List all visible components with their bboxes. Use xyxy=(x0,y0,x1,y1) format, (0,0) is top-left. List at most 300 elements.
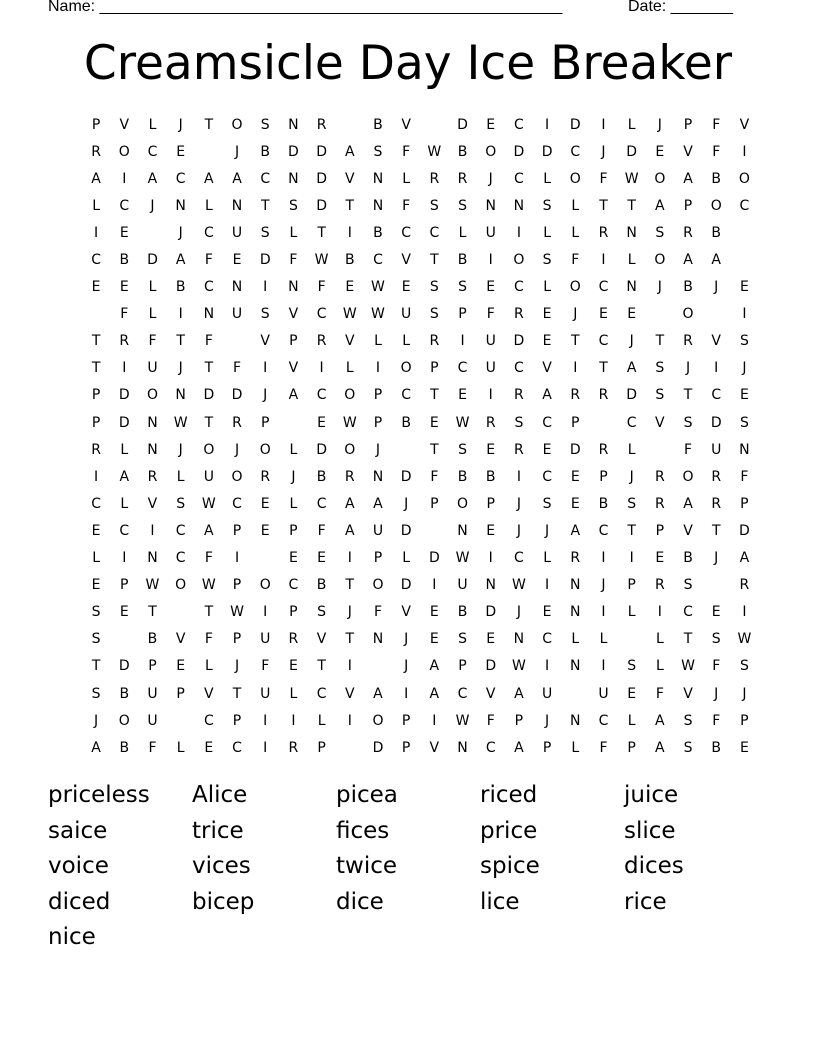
grid-letter: C xyxy=(175,550,186,567)
grid-letter: R xyxy=(514,306,524,323)
grid-letter: I xyxy=(150,522,155,539)
grid-letter: P xyxy=(232,712,242,729)
grid-letter: B xyxy=(119,739,130,756)
page-title: Creamsicle Day Ice Breaker xyxy=(83,36,733,91)
grid-letter: L xyxy=(402,333,411,350)
grid-letter: S xyxy=(514,414,524,431)
grid-letter: L xyxy=(571,197,580,214)
grid-letter: J xyxy=(516,495,521,512)
grid-letter: F xyxy=(599,739,608,756)
grid-letter: N xyxy=(147,441,158,458)
grid-letter xyxy=(702,306,730,322)
grid-letter: O xyxy=(569,170,581,187)
grid-letter: E xyxy=(317,414,327,431)
grid-letter: C xyxy=(598,279,609,296)
grid-letter: I xyxy=(178,306,183,323)
grid-letter: L xyxy=(204,197,213,214)
word-list-item: saice xyxy=(48,817,108,844)
grid-letter: F xyxy=(148,333,157,350)
grid-letter: I xyxy=(347,658,352,675)
word-list-item: riced xyxy=(480,782,538,808)
grid-letter: R xyxy=(429,170,440,187)
grid-letter: W xyxy=(201,495,216,512)
grid-letter: F xyxy=(317,522,326,539)
grid-letter: D xyxy=(710,414,722,431)
grid-letter: S xyxy=(683,712,693,729)
grid-letter: P xyxy=(289,604,298,621)
grid-letter: V xyxy=(119,116,130,133)
grid-letter: D xyxy=(316,441,327,458)
grid-letter: D xyxy=(118,658,130,675)
grid-letter xyxy=(364,658,392,674)
grid-letter: P xyxy=(373,550,383,567)
grid-letter: C xyxy=(175,522,186,539)
grid-letter: D xyxy=(259,252,271,269)
grid-letter: J xyxy=(375,441,381,458)
grid-letter: U xyxy=(231,224,243,241)
grid-letter: O xyxy=(400,360,412,377)
grid-letter: V xyxy=(344,170,355,187)
grid-letter: N xyxy=(626,224,637,241)
grid-letter: R xyxy=(485,414,496,431)
grid-letter xyxy=(195,144,223,160)
grid-letter: E xyxy=(119,604,129,621)
grid-letter: J xyxy=(629,333,634,350)
grid-letter xyxy=(167,713,195,729)
grid-letter: T xyxy=(91,333,101,350)
grid-letter: W xyxy=(342,414,357,431)
grid-letter: W xyxy=(681,658,695,675)
grid-letter: S xyxy=(739,414,749,431)
grid-letter: R xyxy=(570,550,581,567)
grid-letter: D xyxy=(118,414,130,431)
grid-letter: F xyxy=(261,658,270,675)
grid-letter: L xyxy=(402,170,411,187)
grid-letter: E xyxy=(711,604,721,621)
grid-row xyxy=(82,626,759,653)
grid-letter: A xyxy=(344,495,355,512)
grid-letter: V xyxy=(260,333,270,350)
grid-letter: L xyxy=(402,550,411,567)
grid-letter: L xyxy=(176,739,185,756)
grid-letter: I xyxy=(94,468,99,485)
grid-letter: V xyxy=(739,116,750,133)
grid-letter: I xyxy=(545,658,550,675)
grid-letter: V xyxy=(204,685,214,702)
grid-row xyxy=(82,301,759,328)
grid-letter: T xyxy=(430,252,439,269)
grid-letter: R xyxy=(711,495,722,512)
grid-letter: P xyxy=(289,522,298,539)
grid-letter: S xyxy=(542,252,552,269)
grid-letter: A xyxy=(147,170,158,187)
grid-letter: L xyxy=(571,224,580,241)
grid-letter: A xyxy=(739,550,750,567)
grid-letter: L xyxy=(458,224,467,241)
grid-letter: D xyxy=(485,658,497,675)
grid-letter: O xyxy=(513,252,525,269)
word-list-item: price xyxy=(480,817,538,844)
grid-letter: B xyxy=(373,116,383,133)
grid-letter: C xyxy=(598,712,609,729)
grid-letter: E xyxy=(119,224,129,241)
grid-letter: E xyxy=(232,252,242,269)
grid-letter: L xyxy=(204,658,213,675)
grid-letter: N xyxy=(231,197,243,214)
grid-letter: B xyxy=(457,143,468,160)
grid-letter: C xyxy=(542,414,552,431)
word-search-grid xyxy=(82,111,759,761)
grid-letter: O xyxy=(654,170,666,187)
grid-letter: T xyxy=(571,333,580,350)
grid-letter: C xyxy=(514,116,524,133)
grid-letter: R xyxy=(429,333,440,350)
grid-letter: J xyxy=(601,143,606,160)
grid-letter: I xyxy=(488,550,493,567)
grid-letter: V xyxy=(288,306,299,323)
grid-letter: N xyxy=(513,631,525,648)
grid-letter: S xyxy=(91,604,101,621)
grid-letter: A xyxy=(91,170,101,187)
grid-letter: W xyxy=(624,170,639,187)
grid-letter: C xyxy=(542,631,552,648)
grid-letter: F xyxy=(712,143,721,160)
grid-letter: E xyxy=(739,387,749,404)
grid-letter: C xyxy=(203,279,214,296)
grid-letter: E xyxy=(486,116,496,133)
grid-letter: L xyxy=(148,116,157,133)
grid-letter: E xyxy=(542,333,552,350)
grid-letter: I xyxy=(263,360,268,377)
grid-letter: C xyxy=(570,143,581,160)
grid-letter: F xyxy=(402,197,411,214)
grid-letter: F xyxy=(402,143,411,160)
grid-letter xyxy=(702,577,730,593)
grid-letter: S xyxy=(429,306,439,323)
grid-letter xyxy=(589,415,617,431)
grid-letter: U xyxy=(711,441,722,458)
grid-letter: J xyxy=(573,306,578,323)
grid-letter: T xyxy=(627,522,636,539)
grid-letter: A xyxy=(204,522,214,539)
grid-letter: I xyxy=(347,712,352,729)
grid-letter: A xyxy=(373,685,383,702)
grid-letter: F xyxy=(655,685,664,702)
grid-letter: U xyxy=(231,306,243,323)
grid-letter: U xyxy=(260,631,271,648)
grid-letter: B xyxy=(457,468,468,485)
grid-letter: R xyxy=(654,577,665,594)
grid-letter: C xyxy=(514,170,524,187)
grid-letter: E xyxy=(91,577,101,594)
grid-letter: O xyxy=(146,387,158,404)
word-list-item: rice xyxy=(624,888,667,915)
grid-letter: T xyxy=(317,224,326,241)
grid-letter: A xyxy=(655,712,665,729)
grid-letter: P xyxy=(542,739,552,756)
grid-letter: C xyxy=(457,360,468,377)
grid-letter: E xyxy=(486,441,496,458)
grid-letter: P xyxy=(740,495,749,512)
grid-row xyxy=(82,653,759,680)
grid-letter: P xyxy=(232,577,242,594)
word-list-item: vices xyxy=(192,853,251,880)
grid-letter: P xyxy=(373,387,383,404)
grid-letter: R xyxy=(119,333,130,350)
grid-letter: T xyxy=(91,360,101,377)
grid-letter: I xyxy=(657,604,662,621)
grid-row xyxy=(82,517,759,544)
grid-letter: D xyxy=(147,252,158,269)
grid-letter: R xyxy=(514,441,524,458)
grid-letter xyxy=(336,740,364,756)
grid-letter: N xyxy=(288,170,299,187)
grid-letter: P xyxy=(232,522,242,539)
grid-letter: C xyxy=(232,495,242,512)
grid-letter: C xyxy=(119,522,130,539)
grid-letter: J xyxy=(488,170,493,187)
grid-letter: R xyxy=(91,441,101,458)
grid-letter: D xyxy=(513,333,525,350)
grid-letter xyxy=(420,523,448,539)
grid-letter: E xyxy=(204,739,214,756)
grid-letter: C xyxy=(203,224,214,241)
grid-letter: S xyxy=(683,739,693,756)
grid-row xyxy=(82,111,759,138)
word-list-item: spice xyxy=(480,853,540,880)
grid-letter: P xyxy=(91,116,101,133)
grid-letter: N xyxy=(288,116,299,133)
grid-letter: I xyxy=(432,712,437,729)
grid-letter: D xyxy=(316,170,327,187)
grid-letter: I xyxy=(432,577,437,594)
grid-letter: T xyxy=(91,658,101,675)
grid-letter: E xyxy=(119,279,129,296)
grid-letter: A xyxy=(655,197,665,214)
grid-letter: O xyxy=(259,441,271,458)
grid-letter xyxy=(223,333,251,349)
grid-row xyxy=(82,192,759,219)
grid-letter: S xyxy=(739,333,749,350)
grid-letter: V xyxy=(344,333,355,350)
grid-letter: C xyxy=(288,577,299,594)
grid-letter: N xyxy=(175,387,186,404)
grid-letter: P xyxy=(683,197,693,214)
grid-letter: T xyxy=(627,197,636,214)
grid-letter: I xyxy=(263,739,268,756)
grid-letter: P xyxy=(627,739,636,756)
grid-letter: L xyxy=(289,495,298,512)
grid-letter: A xyxy=(542,387,552,404)
word-list-item: dices xyxy=(624,853,684,880)
word-list-item: slice xyxy=(624,817,676,844)
grid-letter: A xyxy=(683,252,693,269)
grid-letter: C xyxy=(514,279,524,296)
grid-letter: P xyxy=(373,414,383,431)
grid-letter: N xyxy=(372,468,384,485)
word-list xyxy=(48,778,788,956)
grid-letter: T xyxy=(599,197,608,214)
grid-letter: A xyxy=(204,170,214,187)
grid-letter: E xyxy=(486,631,496,648)
grid-letter: O xyxy=(175,577,187,594)
grid-letter: S xyxy=(176,495,186,512)
grid-letter: L xyxy=(627,604,636,621)
grid-letter: U xyxy=(598,685,609,702)
grid-letter: I xyxy=(375,360,381,377)
grid-letter: F xyxy=(599,170,608,187)
grid-letter: U xyxy=(401,306,412,323)
grid-letter: R xyxy=(260,468,271,485)
grid-letter: W xyxy=(371,279,385,296)
grid-letter: F xyxy=(373,604,382,621)
grid-letter xyxy=(138,225,166,241)
grid-letter: B xyxy=(119,252,130,269)
grid-letter: P xyxy=(430,495,439,512)
grid-letter: V xyxy=(542,360,552,377)
grid-letter: I xyxy=(516,224,521,241)
grid-letter: E xyxy=(486,279,496,296)
grid-letter: L xyxy=(120,495,129,512)
grid-letter: U xyxy=(457,577,468,594)
grid-letter: D xyxy=(626,387,638,404)
grid-letter: J xyxy=(629,468,634,485)
grid-letter: N xyxy=(570,712,581,729)
grid-letter: R xyxy=(316,333,327,350)
grid-letter: T xyxy=(430,387,439,404)
grid-letter: S xyxy=(458,197,467,214)
grid-letter: B xyxy=(485,468,496,485)
grid-letter: S xyxy=(655,360,665,377)
grid-letter: B xyxy=(711,170,722,187)
grid-letter: S xyxy=(542,495,552,512)
grid-letter xyxy=(618,631,646,647)
grid-letter: F xyxy=(317,279,326,296)
grid-letter: E xyxy=(401,279,411,296)
grid-letter: O xyxy=(654,252,666,269)
grid-letter: P xyxy=(571,414,580,431)
grid-letter: U xyxy=(147,685,158,702)
grid-letter: J xyxy=(545,712,550,729)
grid-letter: F xyxy=(204,631,213,648)
grid-letter: C xyxy=(232,739,242,756)
grid-letter: O xyxy=(231,116,243,133)
grid-letter: P xyxy=(740,712,749,729)
grid-row xyxy=(82,355,759,382)
grid-letter: J xyxy=(516,604,521,621)
grid-letter: T xyxy=(148,604,157,621)
grid-letter: B xyxy=(316,577,327,594)
grid-letter: B xyxy=(316,468,327,485)
grid-letter: R xyxy=(457,170,468,187)
grid-letter: I xyxy=(488,252,493,269)
grid-row xyxy=(82,409,759,436)
grid-letter: B xyxy=(457,604,468,621)
grid-letter: L xyxy=(345,360,354,377)
grid-letter: L xyxy=(148,279,157,296)
grid-letter: P xyxy=(458,306,467,323)
grid-letter: E xyxy=(91,279,101,296)
grid-letter: J xyxy=(234,658,240,675)
grid-letter: F xyxy=(204,252,213,269)
grid-letter: W xyxy=(455,550,470,567)
grid-letter: I xyxy=(488,387,493,404)
grid-letter: N xyxy=(372,170,384,187)
grid-letter: S xyxy=(458,631,467,648)
grid-letter: P xyxy=(627,577,636,594)
grid-letter: E xyxy=(91,522,101,539)
grid-row xyxy=(82,219,759,246)
grid-letter: W xyxy=(371,306,385,323)
grid-letter: A xyxy=(429,685,440,702)
grid-letter: J xyxy=(404,658,409,675)
grid-letter: E xyxy=(655,550,665,567)
grid-letter: D xyxy=(400,577,412,594)
grid-letter xyxy=(420,117,448,133)
grid-letter: E xyxy=(570,468,580,485)
grid-letter: L xyxy=(599,631,608,648)
grid-letter: J xyxy=(291,468,296,485)
grid-letter: A xyxy=(91,739,101,756)
grid-letter: B xyxy=(711,739,722,756)
grid-letter: C xyxy=(373,252,383,269)
grid-letter: S xyxy=(260,224,270,241)
grid-letter: N xyxy=(570,604,581,621)
grid-letter: D xyxy=(485,604,497,621)
grid-letter: A xyxy=(626,360,637,377)
grid-letter: N xyxy=(288,279,299,296)
grid-letter: D xyxy=(118,387,130,404)
grid-letter: T xyxy=(345,197,355,214)
grid-letter: C xyxy=(626,414,637,431)
grid-letter: S xyxy=(288,197,298,214)
grid-letter: R xyxy=(288,739,299,756)
grid-letter: L xyxy=(627,441,636,458)
grid-letter: S xyxy=(458,441,467,458)
grid-letter: C xyxy=(683,604,693,621)
grid-letter: O xyxy=(344,441,356,458)
grid-letter: E xyxy=(627,306,637,323)
grid-letter: R xyxy=(654,495,665,512)
grid-letter: F xyxy=(120,306,129,323)
grid-letter: I xyxy=(573,360,578,377)
word-list-item: bicep xyxy=(192,888,255,915)
grid-letter: N xyxy=(570,577,581,594)
grid-letter: U xyxy=(372,522,384,539)
grid-letter: L xyxy=(543,550,551,567)
grid-letter xyxy=(561,686,589,702)
grid-letter: J xyxy=(178,116,183,133)
grid-letter: T xyxy=(345,577,355,594)
grid-letter: J xyxy=(178,360,183,377)
grid-letter: I xyxy=(94,224,99,241)
name-field-label: Name: ____________________________________________________ xyxy=(48,0,563,15)
grid-letter: O xyxy=(231,468,243,485)
grid-letter: T xyxy=(683,631,693,648)
grid-letter: U xyxy=(485,224,496,241)
grid-letter: R xyxy=(147,468,158,485)
grid-letter: C xyxy=(514,360,524,377)
grid-letter: F xyxy=(148,739,157,756)
grid-letter: F xyxy=(712,116,721,133)
grid-letter: L xyxy=(627,252,636,269)
grid-letter: S xyxy=(683,414,693,431)
grid-letter: D xyxy=(231,387,243,404)
grid-letter: J xyxy=(404,495,409,512)
grid-letter: W xyxy=(201,577,216,594)
grid-letter: U xyxy=(147,360,158,377)
grid-letter: O xyxy=(710,197,722,214)
